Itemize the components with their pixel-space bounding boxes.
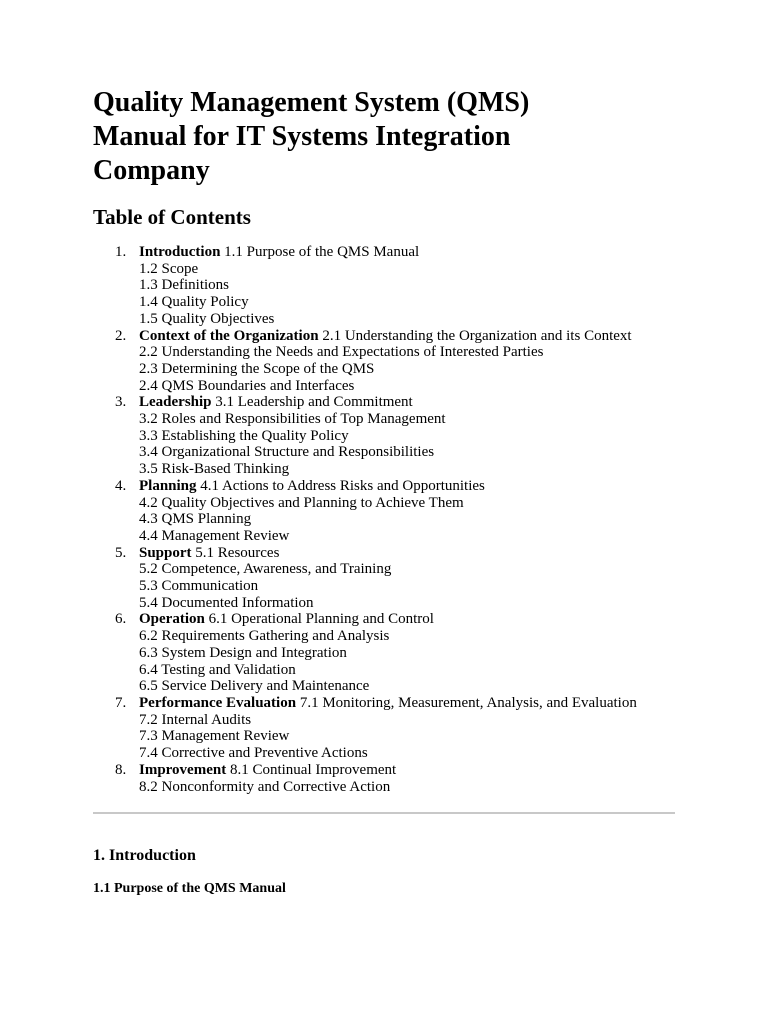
- toc-subitem: 3.3 Establishing the Quality Policy: [139, 427, 349, 444]
- toc-subitem: 1.5 Quality Objectives: [139, 310, 275, 327]
- toc-subitem: 3.5 Risk-Based Thinking: [139, 461, 290, 478]
- toc-subitem: 7.1 Monitoring, Measurement, Analysis, and Evaluation: [299, 694, 637, 711]
- toc-item: [93, 478, 675, 545]
- toc-subitem: 5.3 Communication: [139, 578, 259, 595]
- toc-item-number: 8.: [115, 761, 127, 778]
- document-page: [93, 86, 675, 898]
- toc-subitem: 7.2 Internal Audits: [139, 711, 252, 728]
- toc-subitem: 1.2 Scope: [139, 260, 199, 277]
- toc-list: [93, 244, 675, 795]
- toc-subitem: 4.1 Actions to Address Risks and Opportunities: [200, 477, 485, 494]
- toc-subitem: 6.2 Requirements Gathering and Analysis: [139, 628, 390, 645]
- toc-item-number: 2.: [115, 327, 127, 344]
- toc-subitem: 5.1 Resources: [195, 544, 280, 561]
- toc-item-title: Operation: [139, 611, 205, 628]
- toc-subitem: 1.4 Quality Policy: [139, 294, 249, 311]
- toc-subitem: 1.1 Purpose of the QMS Manual: [224, 244, 420, 260]
- toc-item-number: 5.: [115, 544, 127, 561]
- document-title-line: Company: [93, 155, 210, 186]
- toc-subitem: 3.1 Leadership and Commitment: [215, 394, 413, 411]
- toc-subitem: 4.2 Quality Objectives and Planning to Achieve Them: [139, 494, 464, 511]
- section-divider: [93, 812, 675, 814]
- toc-subitem: 6.3 System Design and Integration: [139, 644, 347, 661]
- toc-item-title: Improvement: [139, 761, 227, 778]
- toc-subitem: 1.3 Definitions: [139, 277, 229, 294]
- toc-subitem: 6.4 Testing and Validation: [139, 661, 296, 678]
- toc-item-title: Support: [139, 544, 192, 561]
- toc-subitem: 8.1 Continual Improvement: [229, 761, 397, 778]
- toc-item: [93, 545, 675, 612]
- toc-subitem: 2.1 Understanding the Organization and its Context: [322, 327, 632, 344]
- toc-subitem: 5.2 Competence, Awareness, and Training: [139, 561, 392, 578]
- toc-subitem: 6.5 Service Delivery and Maintenance: [139, 678, 370, 695]
- toc-item-first-line: [139, 478, 675, 495]
- toc-item-first-line: [139, 695, 675, 712]
- toc-item-number: 3.: [115, 394, 127, 411]
- toc-item-title: Leadership: [139, 394, 212, 411]
- toc-subitem: 4.4 Management Review: [139, 527, 290, 544]
- document-title-line: Manual for IT Systems Integration: [93, 121, 511, 152]
- toc-subitem: 3.2 Roles and Responsibilities of Top Management: [139, 411, 446, 428]
- toc-item-first-line: [139, 328, 675, 345]
- section-heading-introduction: 1. Introduction: [93, 847, 196, 865]
- toc-subitem: 7.3 Management Review: [139, 728, 290, 745]
- toc-item-first-line: [139, 545, 675, 562]
- toc-item: [93, 244, 675, 328]
- toc-subitem: 7.4 Corrective and Preventive Actions: [139, 745, 368, 762]
- toc-subitem: 2.2 Understanding the Needs and Expectations of Interested Parties: [139, 344, 544, 361]
- toc-item-first-line: [139, 762, 675, 779]
- toc-item: [93, 611, 675, 695]
- toc-item-first-line: [139, 244, 675, 261]
- toc-item-first-line: [139, 611, 675, 628]
- toc-subitem: 2.4 QMS Boundaries and Interfaces: [139, 377, 355, 394]
- toc-subitem: 6.1 Operational Planning and Control: [208, 611, 434, 628]
- toc-item-title: Context of the Organization: [139, 327, 319, 344]
- toc-subitem: 4.3 QMS Planning: [139, 511, 252, 528]
- toc-item-number: 4.: [115, 477, 127, 494]
- toc-item-title: Planning: [139, 477, 197, 494]
- toc-subitem: 8.2 Nonconformity and Corrective Action: [139, 778, 391, 795]
- toc-item-number: 1.: [115, 244, 127, 260]
- toc-subitem: 3.4 Organizational Structure and Responsibilities: [139, 444, 435, 461]
- document-title: [93, 86, 675, 188]
- toc-heading: Table of Contents: [93, 205, 251, 229]
- subsection-heading-purpose: 1.1 Purpose of the QMS Manual: [93, 881, 286, 897]
- toc-item: [93, 762, 675, 795]
- toc-item-first-line: [139, 394, 675, 411]
- toc-item: [93, 695, 675, 762]
- toc-subitem: 2.3 Determining the Scope of the QMS: [139, 360, 375, 377]
- toc-subitem: 5.4 Documented Information: [139, 594, 314, 611]
- toc-item-number: 6.: [115, 611, 127, 628]
- document-title-line: Quality Management System (QMS): [93, 87, 530, 118]
- toc-item-title: Performance Evaluation: [139, 694, 297, 711]
- toc-item: [93, 328, 675, 395]
- toc-item-title: Introduction: [139, 244, 221, 260]
- toc-item-number: 7.: [115, 694, 127, 711]
- toc-item: [93, 394, 675, 478]
